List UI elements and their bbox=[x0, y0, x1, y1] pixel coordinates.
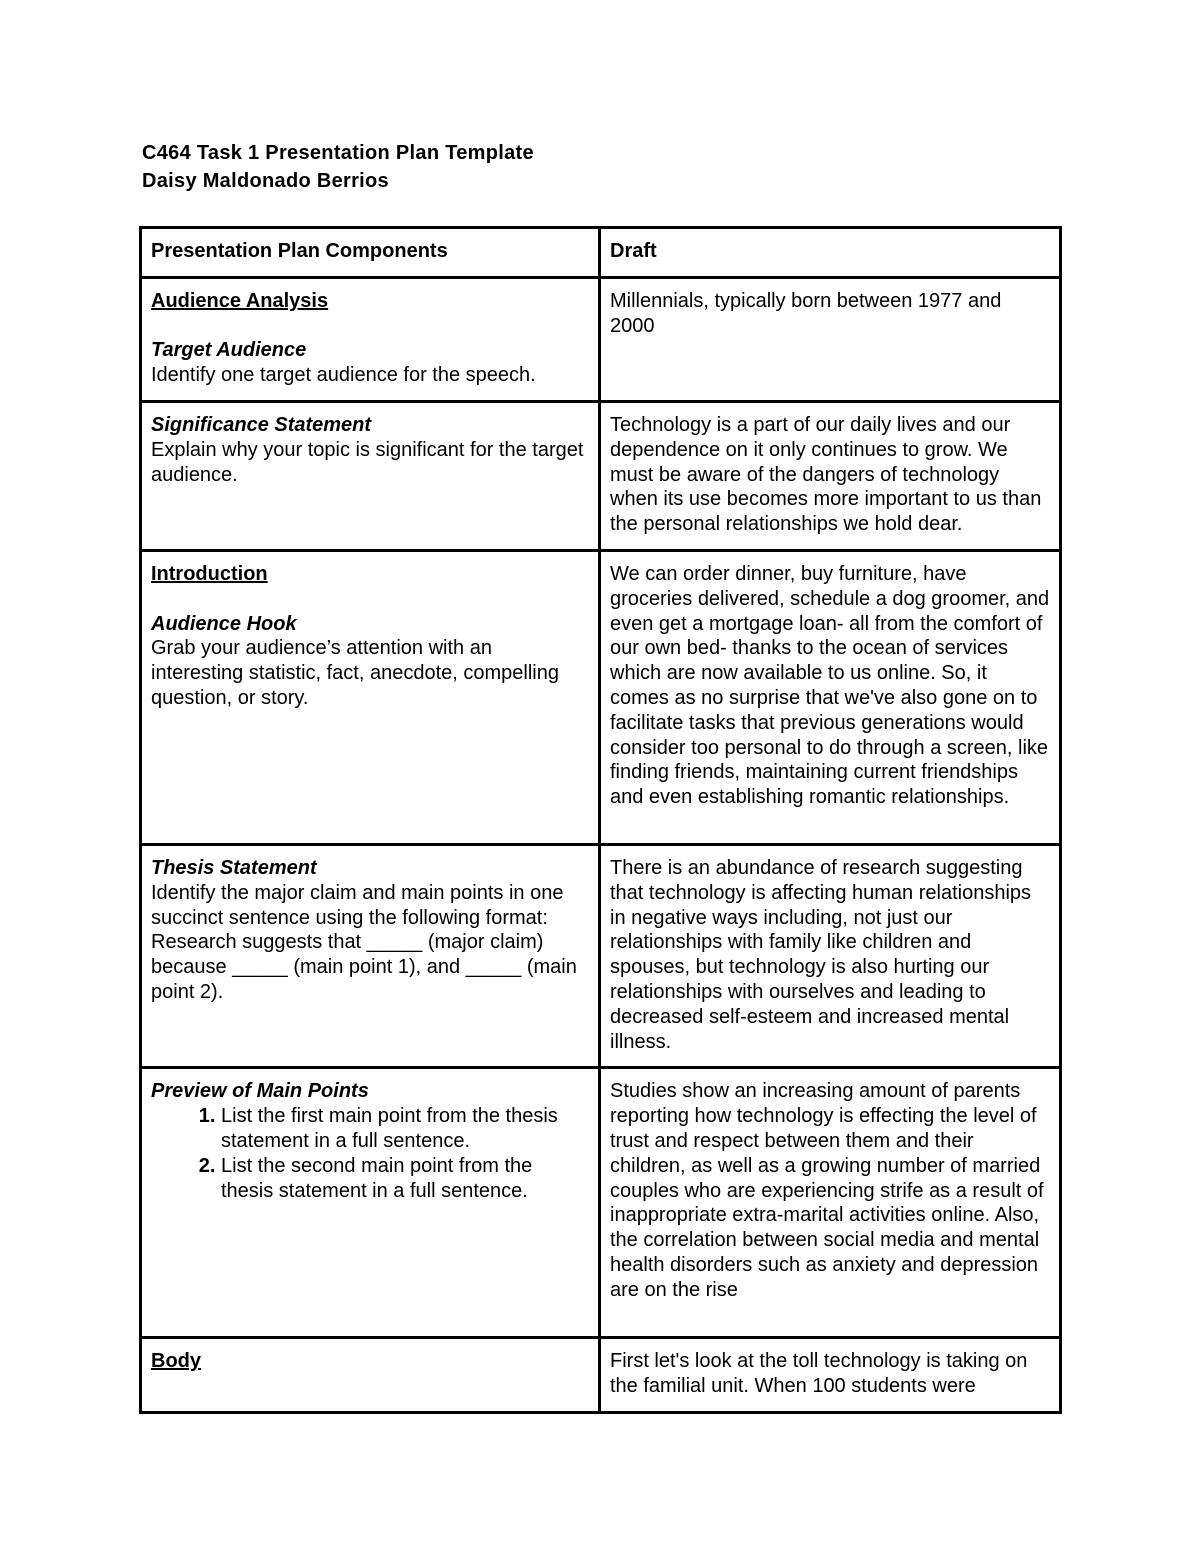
table-row bbox=[141, 401, 1061, 550]
draft-cell bbox=[600, 550, 1061, 844]
component-description: Identify the major claim and main points in one succinct sentence using the following format: bbox=[151, 881, 564, 929]
component-description: Identify one target audience for the speech. bbox=[151, 364, 536, 387]
table-row bbox=[141, 1068, 1061, 1338]
header-draft: Draft bbox=[600, 228, 1061, 278]
component-cell bbox=[141, 550, 600, 844]
component-subtitle: Significance Statement bbox=[151, 413, 372, 436]
section-title: Audience Analysis bbox=[151, 289, 329, 312]
table-row bbox=[141, 844, 1061, 1067]
draft-text: There is an abundance of research suggesting that technology is affecting human relationships in negative ways including, not just our relationships with family like children and spouses, but technology is also hurting our relationships with ourselves and leading to decreased self-esteem and increased mental illness. bbox=[610, 856, 1032, 1053]
component-description: Grab your audience’s attention with an interesting statistic, fact, anecdote, compelling question, or story. bbox=[151, 637, 559, 709]
table-row bbox=[141, 277, 1061, 401]
component-cell bbox=[141, 844, 600, 1067]
draft-cell bbox=[600, 844, 1061, 1067]
table-row bbox=[141, 550, 1061, 844]
main-point-item: 1. List the first main point from the thesis statement in a full sentence. bbox=[221, 1104, 589, 1154]
draft-cell bbox=[600, 1338, 1061, 1413]
component-cell bbox=[141, 1338, 600, 1413]
draft-text: Studies show an increasing amount of parents reporting how technology is effecting the level of trust and respect between them and their children, as well as a growing number of married couples who are experiencing strife as a result of inappropriate extra-marital activities online. Also, the correlation between social media and mental health disorders such as anxiety and depression are on the rise bbox=[610, 1080, 1044, 1301]
component-subtitle: Target Audience bbox=[151, 339, 307, 362]
author-name: Daisy Maldonado Berrios bbox=[142, 170, 389, 192]
component-cell bbox=[141, 277, 600, 401]
section-title: Introduction bbox=[151, 562, 268, 585]
component-subtitle: Preview of Main Points bbox=[151, 1080, 369, 1103]
draft-text: Technology is a part of our daily lives and our dependence on it only continues to grow. We must be aware of the dangers of technology when its use becomes more important to us than the personal relationships we hold dear. bbox=[610, 413, 1042, 536]
component-description: Explain why your topic is significant for the target audience. bbox=[151, 438, 584, 486]
draft-text: First let's look at the toll technology is taking on the familial unit. When 100 students were bbox=[610, 1350, 1028, 1398]
draft-cell bbox=[600, 401, 1061, 550]
table-row bbox=[141, 1338, 1061, 1413]
section-title: Body bbox=[151, 1350, 201, 1373]
main-points-list bbox=[151, 1104, 589, 1203]
component-cell bbox=[141, 1068, 600, 1338]
header-components: Presentation Plan Components bbox=[141, 228, 600, 278]
thesis-format: Research suggests that _____ (major claim) because _____ (main point 1), and _____ (main point 2). bbox=[151, 931, 577, 1003]
table-header-row bbox=[141, 228, 1061, 278]
document-title: C464 Task 1 Presentation Plan Template bbox=[142, 142, 534, 164]
draft-text: Millennials, typically born between 1977 and 2000 bbox=[610, 289, 1002, 337]
component-subtitle: Audience Hook bbox=[151, 612, 297, 635]
draft-cell bbox=[600, 1068, 1061, 1338]
main-point-item: 2. List the second main point from the thesis statement in a full sentence. bbox=[221, 1154, 589, 1204]
presentation-plan-table bbox=[139, 226, 1062, 1414]
draft-text: We can order dinner, buy furniture, have groceries delivered, schedule a dog groomer, and even get a mortgage loan- all from the comfort of our own bed- thanks to the ocean of services which are now available to us online. So, it comes as no surprise that we've also gone on to facilitate tasks that previous generations would consider too personal to do through a screen, like finding friends, maintaining current friendships and even establishing romantic relationships. bbox=[610, 562, 1050, 809]
component-cell bbox=[141, 401, 600, 550]
draft-cell bbox=[600, 277, 1061, 401]
component-subtitle: Thesis Statement bbox=[151, 856, 317, 879]
